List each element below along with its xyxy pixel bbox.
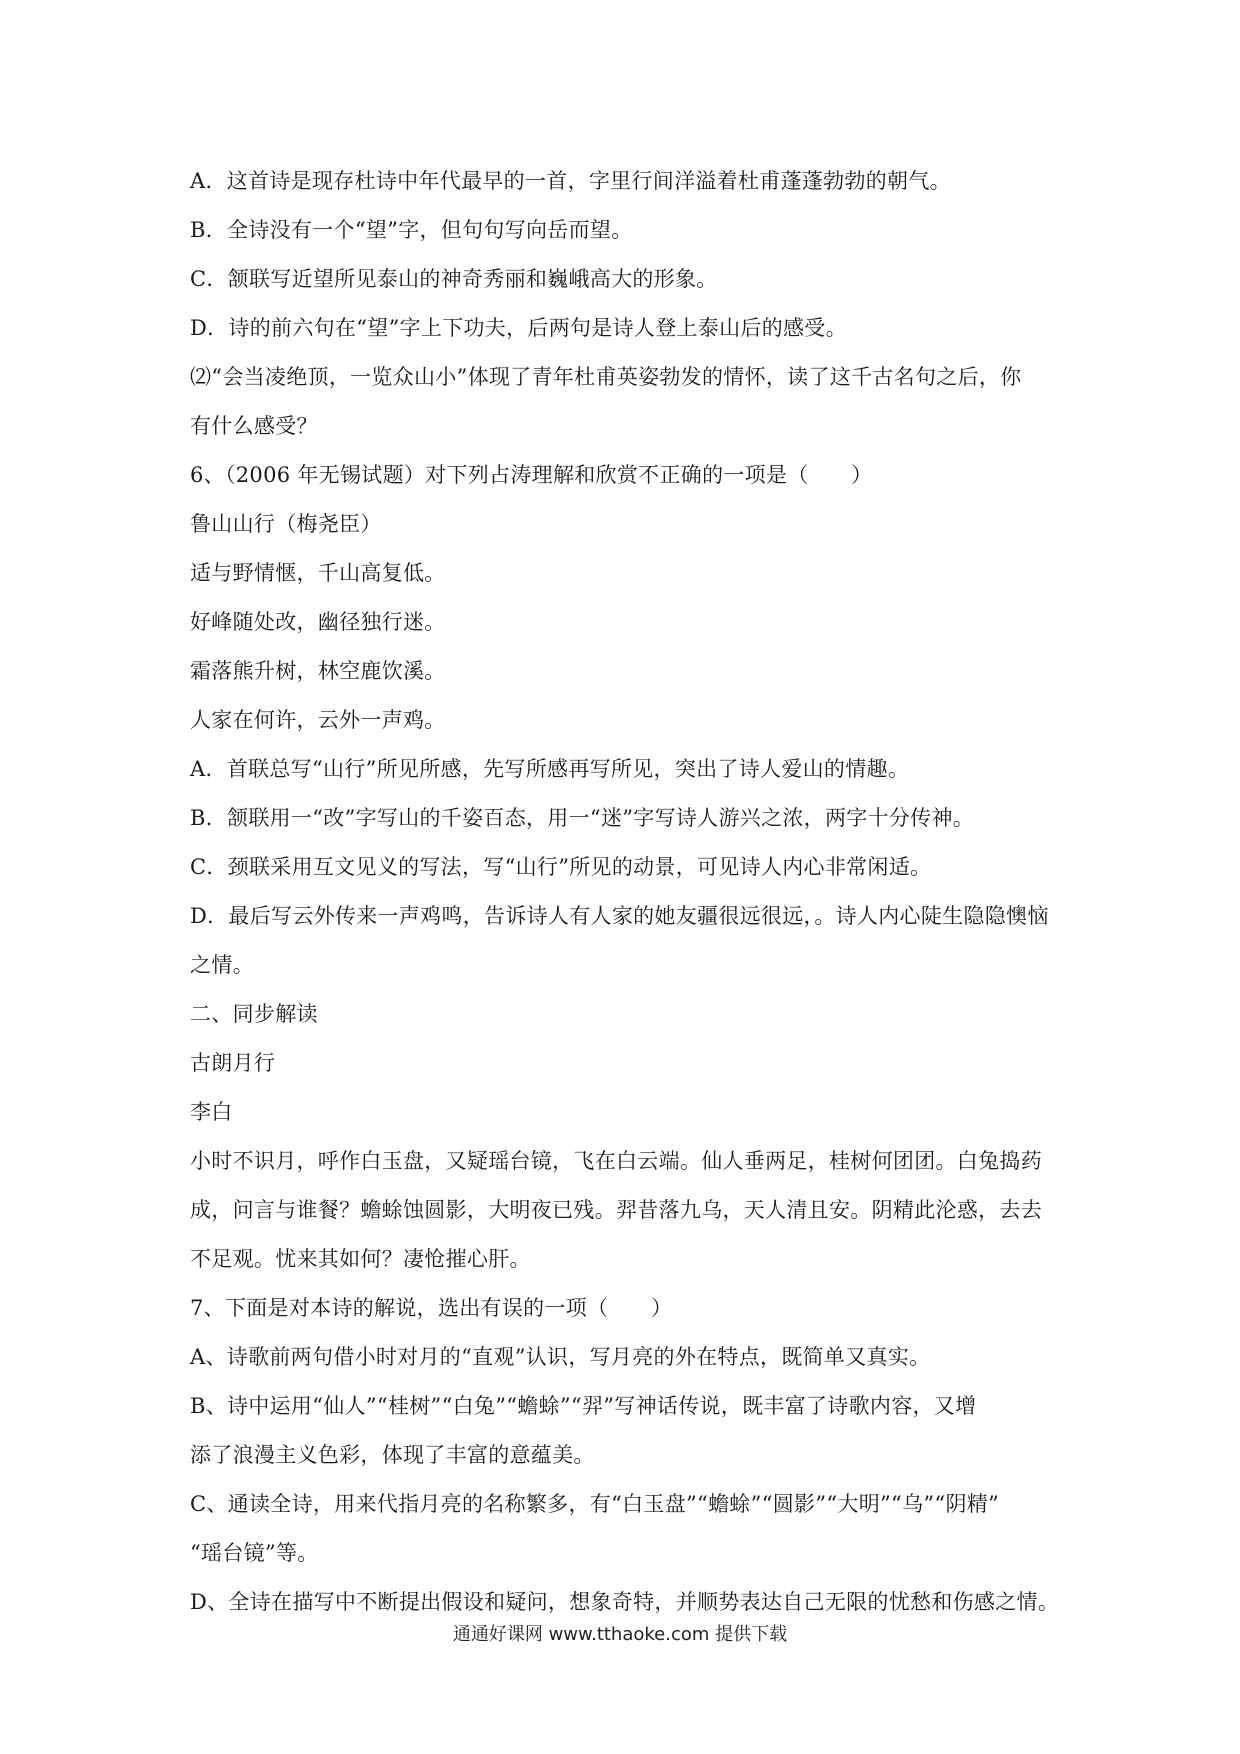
question-heading: 6、（2006 年无锡试题）对下列占涛理解和欣赏不正确的一项是（ ） [190,463,873,487]
text-line: “瑶台镜”等。 [190,1541,319,1565]
text-line: ⑵“会当凌绝顶，一览众山小”体现了青年杜甫英姿勃发的情怀，读了这千古名句之后，你 [190,365,1022,389]
text-line: 添了浪漫主义色彩，体现了丰富的意蕴美。 [190,1443,595,1467]
option-line: C、通读全诗，用来代指月亮的名称繁多，有“白玉盘”“蟾蜍”“圆影”“大明”“乌”“阴精” [190,1492,1000,1516]
question-heading: 7、下面是对本诗的解说，选出有误的一项（ ） [190,1296,673,1320]
text-line: 之情。 [190,953,254,977]
poem-title: 鲁山山行（梅尧臣） [190,512,382,536]
text-line: B．全诗没有一个“望”字，但句句写向岳而望。 [190,218,633,242]
poem-text: 小时不识月，呼作白玉盘，又疑瑶台镜，飞在白云端。仙人垂两足，桂树何团团。白兔捣药 [190,1149,1042,1173]
page-footer: 通通好课网 www.tthaoke.com 提供下载 [452,1624,788,1645]
option-line: A、诗歌前两句借小时对月的“直观”认识，写月亮的外在特点，既简单又真实。 [190,1345,931,1369]
text-line: 有什么感受？ [190,414,318,438]
option-line: B．颔联用一“改”字写山的千姿百态，用一“迷”字写诗人游兴之浓，两字十分传神。 [190,806,975,830]
option-line: B、诗中运用“仙人”“桂树”“白兔”“蟾蜍”“羿”写神话传说，既丰富了诗歌内容，又增 [190,1394,977,1418]
option-line: C．颈联采用互文见义的写法，写“山行”所见的动景，可见诗人内心非常闲适。 [190,855,932,879]
poem-line: 霜落熊升树，林空鹿饮溪。 [190,659,446,683]
poem-text: 成，问言与谁餐？蟾蜍蚀圆影，大明夜已残。羿昔落九乌，天人清且安。阴精此沦惑，去去 [190,1198,1042,1222]
option-line: D．最后写云外传来一声鸡鸣，告诉诗人有人家的她友疆很远很远，。诗人内心陡生隐隐懊恼 [190,904,1049,928]
poem-line: 适与野情惬，千山高复低。 [190,561,446,585]
option-line: D、全诗在描写中不断提出假设和疑问，想象奇特，并顺势表达自己无限的忧愁和伤感之情。 [190,1590,1060,1614]
poem-text: 不足观。忧来其如何？凄怆摧心肝。 [190,1247,531,1271]
text-line: D．诗的前六句在“望”字上下功夫，后两句是诗人登上泰山后的感受。 [190,316,847,340]
section-heading: 二、同步解读 [190,1002,318,1026]
poem-author: 李白 [190,1100,233,1124]
document-body [190,157,1070,1627]
poem-line: 人家在何许，云外一声鸡。 [190,708,446,732]
poem-line: 好峰随处改，幽径独行迷。 [190,610,446,634]
poem-title: 古朗月行 [190,1051,276,1075]
option-line: A．首联总写“山行”所见所感，先写所感再写所见，突出了诗人爱山的情趣。 [190,757,910,781]
text-line: A．这首诗是现存杜诗中年代最早的一首，字里行间洋溢着杜甫蓬蓬勃勃的朝气。 [190,169,951,193]
text-line: C．颔联写近望所见泰山的神奇秀丽和巍峨高大的形象。 [190,267,718,291]
